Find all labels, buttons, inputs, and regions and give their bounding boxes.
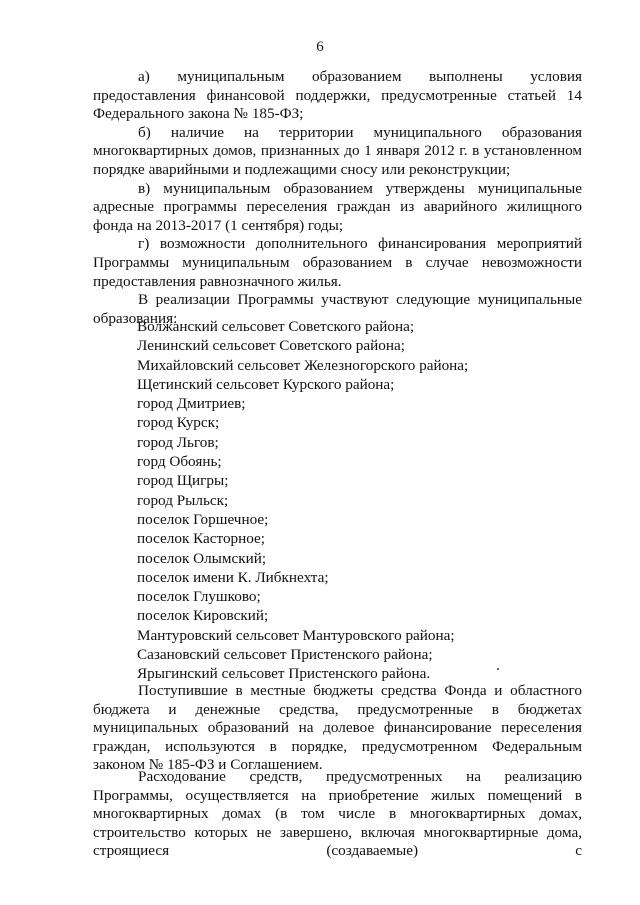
condition-b-letter: б) [138,123,151,141]
condition-d-letter: г) [138,235,150,253]
funds-paragraph: Поступившие в местные бюджеты средства Фонда и областного бюджета и денежные средства, предусмотренные в бюджетах муниципальных образований на долевое финансирование переселения граждан, используются в порядке, предусмотренном Федеральным законом № 185-ФЗ и Соглашением. [93,682,582,774]
condition-b-text: наличие на территории муниципального образования многоквартирных домов, признанных до 1 января 2012 г. в установленном порядке аварийными и подлежащими сносу или реконструкции; [93,123,582,178]
spending-paragraph: Расходование средств, предусмотренных на реализацию Программы, осуществляется на приобретение жилых помещений в многоквартирных домах (в том числе в многоквартирных домах, строительство которых не завершено, включая многоквартирные дома, строящиеся (создаваемые) с [93,768,582,860]
list-item: Мантуровский сельсовет Мантуровского района; [137,626,455,644]
condition-c [93,180,582,236]
list-item: горд Обоянь; [137,453,222,471]
condition-c-text: муниципальным образованием утверждены муниципальные адресные программы переселения граждан из аварийного жилищного фонда на 2013-2017 (1 сентября) годы; [93,179,582,234]
list-item: Ярыгинский сельсовет Пристенского района. [137,665,431,683]
list-item: город Щигры; [137,472,229,490]
condition-d-text: возможности дополнительного финансирования мероприятий Программы муниципальным образованием в случае невозможности предоставления равнозначного жилья. [93,235,582,290]
scan-speck [497,668,499,670]
list-item: город Льгов; [137,433,219,451]
list-item: Михайловский сельсовет Железногорского района; [137,356,469,374]
list-item: поселок Горшечное; [137,510,269,528]
participants-intro: В реализации Программы участвуют следующие муниципальные образования: [93,291,582,327]
list-item: город Дмитриев; [137,395,246,413]
condition-b [93,124,582,180]
spending-section [93,768,582,861]
list-item: поселок Глушково; [137,588,261,606]
participants-list [137,317,468,684]
condition-d [93,235,582,291]
page-number: 6 [316,39,324,55]
condition-a-text: муниципальным образованием выполнены условия предоставления финансовой поддержки, предусмотренные статьей 14 Федерального закона № 185-ФЗ; [93,68,582,123]
list-item: Щетинский сельсовет Курского района; [137,375,395,393]
condition-c-letter: в) [138,179,151,197]
list-item: Волжанский сельсовет Советского района; [137,318,415,335]
funds-section [93,682,582,775]
list-item: поселок Олымский; [137,549,267,567]
list-item: поселок имени К. Либкнехта; [137,568,329,586]
list-item: Ленинский сельсовет Советского района; [137,337,405,355]
condition-a [93,68,582,124]
list-item: Сазановский сельсовет Пристенского района; [137,646,433,664]
list-item: поселок Кировский; [137,607,269,625]
conditions-section [93,68,582,328]
list-item: город Курск; [137,414,220,432]
list-item: город Рыльск; [137,491,229,509]
condition-a-letter: а) [138,68,150,85]
list-item: поселок Касторное; [137,530,266,548]
